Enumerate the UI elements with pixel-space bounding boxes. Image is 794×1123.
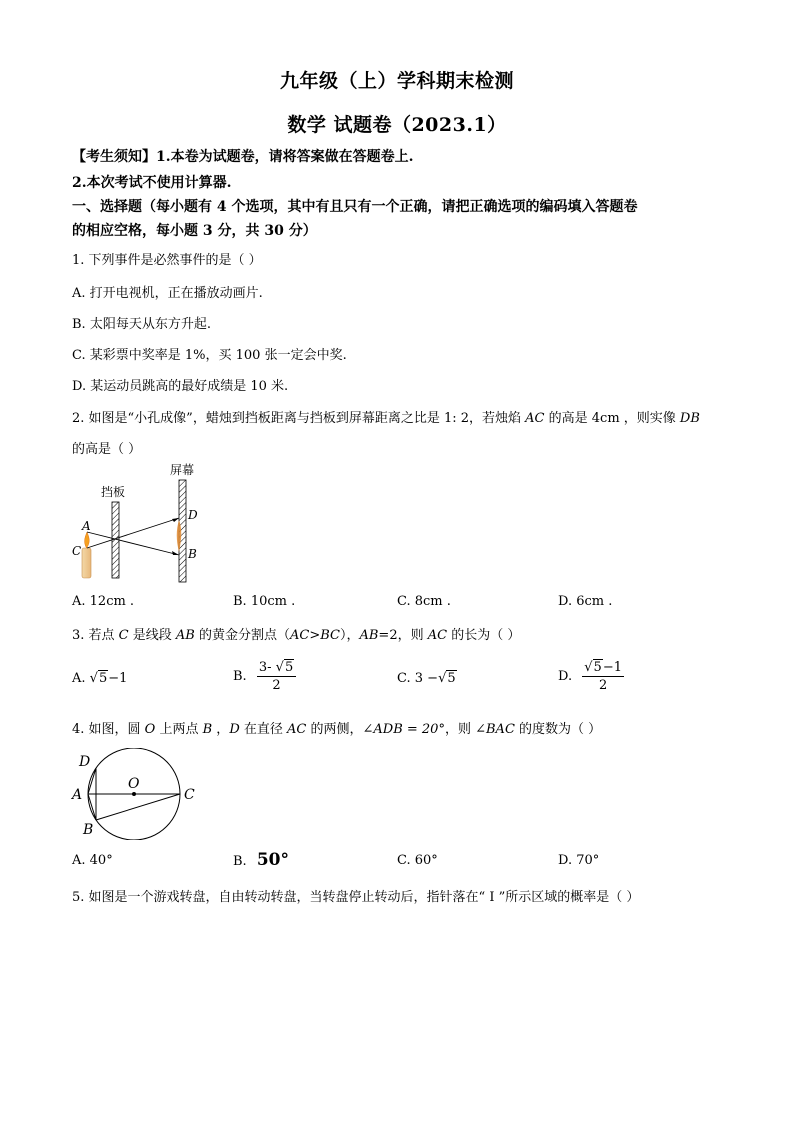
q4-option-b: [233, 850, 289, 870]
q3-text-4: ），: [339, 628, 360, 643]
q4-option-b-value: 50°: [256, 850, 289, 870]
q4-stem: [72, 718, 601, 737]
q3-option-b-num-pre: 3-: [258, 660, 272, 675]
segment-bc: [96, 794, 180, 820]
center-point: [132, 792, 136, 796]
q1-option-b: B. 太阳每天从东方升起.: [72, 317, 211, 332]
q4-var-o: O: [144, 722, 156, 737]
label-o: O: [128, 776, 140, 792]
q4-text-4: 在直径: [239, 722, 288, 737]
section-heading-line-1: 一、选择题（每小题有 4 个选项，其中有且只有一个正确，请把正确选项的编码填入答题卷: [72, 199, 638, 215]
q2-stem-text-2: 的高是 4cm ，则实像: [544, 411, 680, 426]
label-d: D: [79, 754, 91, 770]
q3-option-c-radicand: 5: [447, 671, 456, 686]
q3-option-c: C. 3 −√5: [397, 671, 456, 686]
q2-stem: [72, 407, 700, 426]
q3-option-a: [72, 671, 127, 686]
label-d: D: [188, 508, 198, 522]
q3-stem: [72, 624, 520, 643]
q3-option-b-fraction: $\frac{3- √5}{2}$: [257, 660, 296, 693]
q3-text-5: =2，则: [378, 628, 428, 643]
q4-option-d: D. 70°: [558, 853, 600, 868]
q4-var-d: D: [229, 722, 240, 737]
q3-option-b: [233, 660, 296, 693]
q4-angle-adb: ∠ADB = 20°: [362, 722, 445, 737]
label-a: A: [72, 787, 83, 803]
q3-option-b-radicand: 5: [284, 660, 294, 675]
q4-text-5: 的两侧，: [306, 722, 363, 737]
q2-stem-line-2: 的高是（ ）: [72, 442, 142, 457]
q3-var-ab-2: AB: [359, 628, 379, 643]
q2-var-db: DB: [679, 411, 700, 426]
notice-line-1: 【考生须知】1.本卷为试题卷，请将答案做在答题卷上.: [72, 149, 414, 165]
arrow-d-icon: [172, 518, 179, 522]
segment-ab: [88, 794, 96, 820]
q4-option-b-label: B.: [233, 854, 247, 869]
q4-text-6: ，则: [444, 722, 476, 737]
q3-text-1: 3. 若点: [72, 628, 119, 643]
q4-var-b: B: [202, 722, 213, 737]
q3-var-ab: AB: [175, 628, 195, 643]
q1-option-d: D. 某运动员跳高的最好成绩是 10 米.: [72, 379, 289, 394]
q2-option-a: A. 12cm .: [72, 594, 135, 609]
q3-option-b-denominator: 2: [257, 676, 296, 693]
q3-text-3: 的黄金分割点（: [194, 628, 290, 643]
q2-option-c: C. 8cm .: [397, 594, 451, 609]
circle-figure: [70, 748, 205, 840]
q4-option-c: C. 60°: [397, 853, 438, 868]
label-b: B: [188, 547, 197, 561]
q3-option-d-num-rest: −1: [602, 660, 622, 675]
q4-text-7: 的度数为（ ）: [514, 722, 602, 737]
label-a: A: [82, 519, 91, 533]
segment-da: [88, 768, 96, 794]
q3-option-a-rest: −1: [108, 671, 128, 686]
q3-option-a-radicand: 5: [98, 671, 108, 686]
sqrt-symbol: √5: [89, 671, 108, 686]
q3-var-c: C: [118, 628, 129, 643]
q1-option-a: A. 打开电视机，正在播放动画片.: [72, 286, 263, 301]
page-subtitle: 数学 试题卷（2023.1）: [287, 114, 507, 136]
q3-option-d: [558, 660, 624, 693]
q2-option-b: B. 10cm .: [233, 594, 296, 609]
label-c: C: [72, 544, 82, 558]
pinhole-imaging-figure: [66, 458, 216, 586]
q2-stem-text-1: 2. 如图是“小孔成像”，蜡烛到挡板距离与挡板到屏幕距离之比是 1: 2，若烛焰: [72, 411, 526, 426]
candle-icon: [82, 548, 91, 578]
q4-option-a: A. 40°: [72, 853, 113, 868]
flame-icon: [85, 532, 90, 548]
label-c: C: [184, 787, 195, 803]
q3-option-d-label: D.: [558, 669, 573, 684]
q3-option-b-label: B.: [233, 669, 247, 684]
page-title: 九年级（上）学科期末检测: [279, 70, 514, 92]
q3-var-ac: AC: [427, 628, 448, 643]
q1-option-c: C. 某彩票中奖率是 1%，买 100 张一定会中奖.: [72, 348, 347, 363]
q4-angle-bac: ∠BAC: [475, 722, 515, 737]
q3-text-2: 是线段: [128, 628, 176, 643]
q3-option-d-denominator: 2: [582, 676, 624, 693]
q3-option-d-radicand: 5: [593, 660, 602, 675]
label-board: 挡板: [101, 485, 126, 499]
q4-text-1: 4. 如图，圆: [72, 722, 145, 737]
label-b: B: [83, 822, 94, 838]
q3-option-d-fraction: $\frac{√5-1}{2}$: [584, 660, 622, 693]
q3-option-c-label: C.: [397, 671, 411, 686]
q3-option-c-pre: 3 −: [414, 671, 439, 686]
q3-condition: AC>BC: [289, 628, 340, 643]
q4-var-ac: AC: [287, 722, 307, 737]
q2-var-ac: AC: [525, 411, 545, 426]
arrow-b-icon: [172, 551, 179, 555]
q4-text-2: 上两点: [155, 722, 203, 737]
section-heading-line-2: 的相应空格，每小题 3 分，共 30 分）: [72, 223, 317, 239]
q3-text-6: 的长为（ ）: [447, 628, 521, 643]
q3-option-a-label: A.: [72, 671, 86, 686]
q1-stem: 1. 下列事件是必然事件的是（ ）: [72, 253, 262, 268]
notice-line-2: 2.本次考试不使用计算器.: [72, 175, 232, 191]
label-screen: 屏幕: [170, 463, 195, 477]
q2-option-d: D. 6cm .: [558, 594, 613, 609]
q4-text-3: ，: [212, 722, 230, 737]
q5-stem: 5. 如图是一个游戏转盘，自由转动转盘，当转盘停止转动后，指针落在“ I ”所示区域的概率是（ ）: [72, 890, 640, 905]
